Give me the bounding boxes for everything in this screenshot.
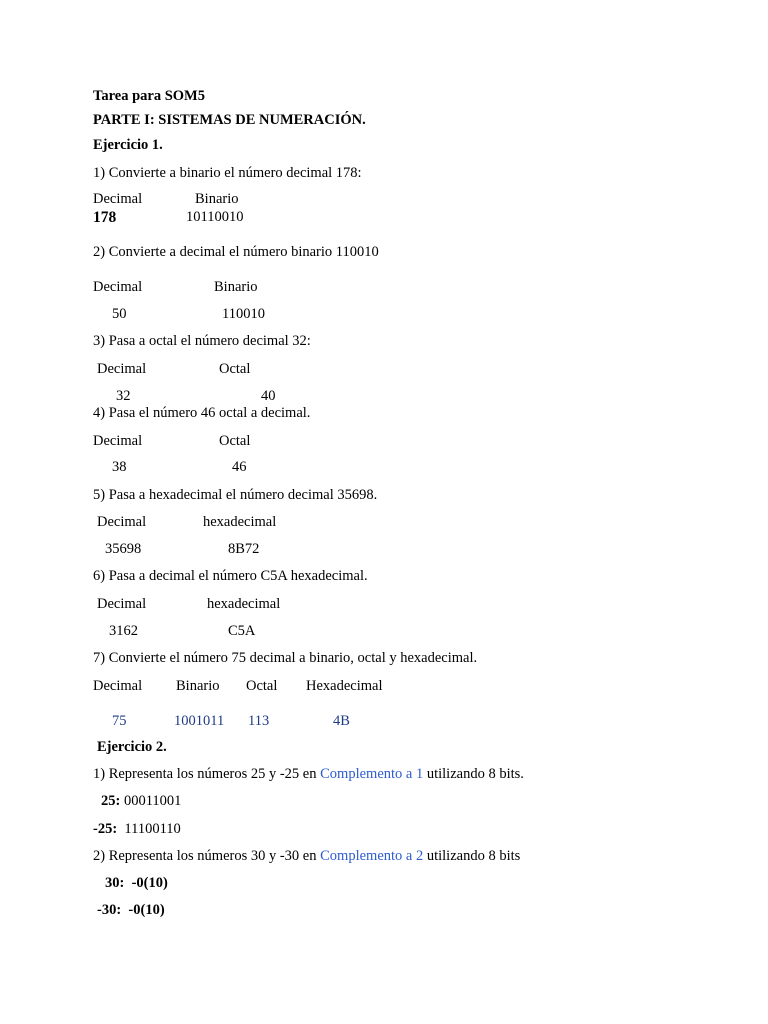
- e2q2-line-negative: -30: -0(10): [97, 902, 165, 918]
- q3-header-decimal: Decimal: [97, 361, 147, 377]
- q2-header-decimal: Decimal: [93, 279, 143, 295]
- q2-value-decimal: 50: [112, 306, 127, 322]
- q6-header-decimal: Decimal: [97, 596, 147, 612]
- e2q1-positive-label: 25:: [101, 793, 121, 809]
- q5-question: 5) Pasa a hexadecimal el número decimal 35698.: [93, 487, 378, 503]
- complemento-a-2-link[interactable]: Complemento a 2: [320, 848, 424, 864]
- q3-header-octal: Octal: [219, 361, 251, 377]
- q4-value-decimal: 38: [112, 459, 127, 475]
- q1-header-binary: Binario: [195, 191, 239, 207]
- e2q1-question-post: utilizando 8 bits.: [423, 766, 524, 782]
- q1-question: 1) Convierte a binario el número decimal 178:: [93, 165, 362, 181]
- q7-header-binary: Binario: [176, 678, 220, 694]
- e2q1-positive-value: 00011001: [120, 793, 182, 809]
- q7-header-hex: Hexadecimal: [306, 678, 383, 694]
- e2q1-line-positive: [101, 794, 181, 809]
- q1-value-binary: 10110010: [186, 209, 244, 225]
- q2-value-binary: 110010: [222, 306, 265, 322]
- complemento-a-1-link[interactable]: Complemento a 1: [320, 766, 424, 782]
- q5-header-hex: hexadecimal: [203, 514, 277, 530]
- q6-value-hex: C5A: [228, 623, 256, 639]
- q7-header-octal: Octal: [246, 678, 278, 694]
- document-title: Tarea para SOM5: [93, 88, 205, 104]
- q5-value-decimal: 35698: [105, 541, 142, 557]
- q1-value-decimal: 178: [93, 209, 117, 226]
- q6-value-decimal: 3162: [109, 623, 138, 639]
- q3-value-decimal: 32: [116, 388, 131, 404]
- e2q1-negative-label: -25:: [93, 821, 118, 837]
- q3-question: 3) Pasa a octal el número decimal 32:: [93, 333, 311, 349]
- q7-value-hex: 4B: [333, 713, 350, 729]
- q5-value-hex: 8B72: [228, 541, 260, 557]
- e2q2-question-post: utilizando 8 bits: [423, 848, 521, 864]
- e2q2-question: [93, 849, 520, 864]
- exercise-1-heading: Ejercicio 1.: [93, 137, 163, 153]
- q7-value-decimal: 75: [112, 713, 127, 729]
- e2q1-line-negative: [93, 822, 181, 837]
- q7-question: 7) Convierte el número 75 decimal a binario, octal y hexadecimal.: [93, 650, 478, 666]
- q4-value-octal: 46: [232, 459, 247, 475]
- q4-header-decimal: Decimal: [93, 433, 143, 449]
- exercise-2-heading: Ejercicio 2.: [97, 739, 167, 755]
- q7-value-binary: 1001011: [174, 713, 225, 729]
- q2-header-binary: Binario: [214, 279, 258, 295]
- e2q1-question: [93, 767, 524, 782]
- e2q1-negative-value: 11100110: [117, 821, 181, 837]
- e2q2-line-positive: 30: -0(10): [105, 875, 168, 891]
- q7-header-decimal: Decimal: [93, 678, 143, 694]
- q3-value-octal: 40: [261, 388, 276, 404]
- q6-header-hex: hexadecimal: [207, 596, 281, 612]
- part-heading: PARTE I: SISTEMAS DE NUMERACIÓN.: [93, 112, 366, 128]
- e2q1-question-pre: 1) Representa los números 25 y -25 en: [93, 766, 321, 782]
- q4-header-octal: Octal: [219, 433, 251, 449]
- q5-header-decimal: Decimal: [97, 514, 147, 530]
- q4-question: 4) Pasa el número 46 octal a decimal.: [93, 405, 311, 421]
- q7-value-octal: 113: [248, 713, 270, 729]
- e2q2-question-pre: 2) Representa los números 30 y -30 en: [93, 848, 321, 864]
- q1-header-decimal: Decimal: [93, 191, 143, 207]
- q2-question: 2) Convierte a decimal el número binario 110010: [93, 244, 379, 260]
- q6-question: 6) Pasa a decimal el número C5A hexadecimal.: [93, 568, 368, 584]
